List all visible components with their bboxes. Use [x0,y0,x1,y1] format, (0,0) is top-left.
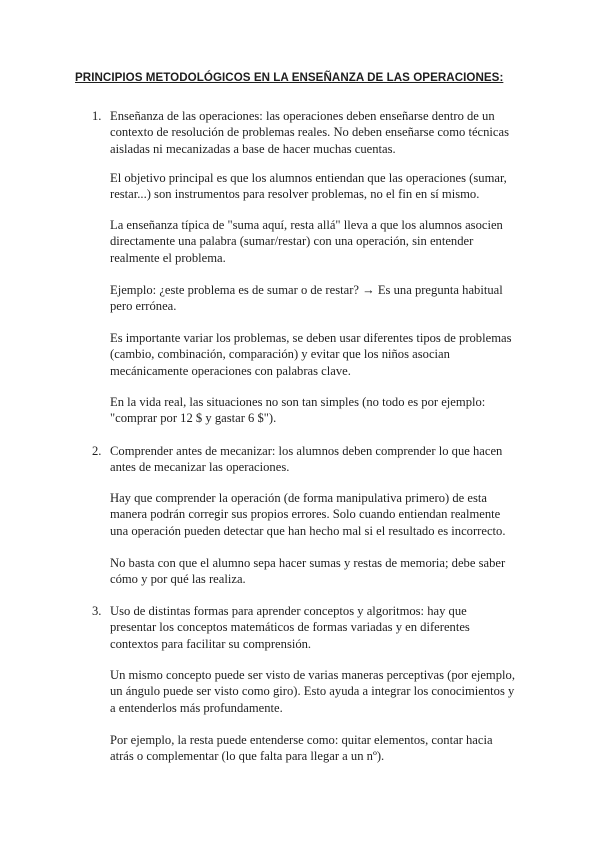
text-line: La enseñanza típica de "suma aquí, resta allá" lleva a que los alumnos asocien [110,218,503,232]
text-line: Ejemplo: ¿este problema es de sumar o de restar? → Es una pregunta habitual [110,283,503,297]
text-line: contextos para facilitar su comprensión. [110,636,312,651]
text-line: Por ejemplo, la resta puede entenderse como: quitar elementos, contar hacia [110,733,493,747]
item-2-paragraph-2 [110,490,530,539]
text-line: Comprender antes de mecanizar: los alumnos deben comprender lo que hacen [110,444,503,458]
item-3-paragraph-3 [110,732,530,765]
text-line: pero errónea. [110,299,177,314]
item-3-paragraph-1 [110,603,530,652]
text-line: (cambio, combinación, comparación) y evitar que los niños asocian [110,347,450,362]
text-line: realmente el problema. [110,250,226,265]
list-number-2: 2. [92,444,102,458]
item-2-paragraph-3 [110,555,530,588]
text-line: presentar los conceptos matemáticos de formas variadas y en diferentes [110,620,470,635]
text-line: Un mismo concepto puede ser visto de varias maneras perceptivas (por ejemplo, [110,668,515,682]
text-line: una operación pueden detectar que han hecho mal si el resultado es incorrecto. [110,523,506,538]
text-line: Hay que comprender la operación (de forma manipulativa primero) de esta [110,491,487,505]
item-1-paragraph-3 [110,217,530,266]
text-line: Enseñanza de las operaciones: las operaciones deben enseñarse dentro de un [110,109,495,123]
text-line: mecánicamente operaciones con palabras clave. [110,363,351,378]
text-line: manera podrán corregir sus propios errores. Solo cuando entiendan realmente [110,507,501,522]
item-1-paragraph-2 [110,170,530,203]
text-line: antes de mecanizar las operaciones. [110,460,290,475]
text-line: un ángulo puede ser visto como giro). Esto ayuda a integrar los conocimientos y [110,684,515,699]
text-line: restar...) son instrumentos para resolver problemas, no el fin en sí mismo. [110,187,480,202]
text-line: directamente una palabra (sumar/restar) con una operación, sin entender [110,234,474,249]
text-line: Es importante variar los problemas, se deben usar diferentes tipos de problemas [110,331,512,345]
text-line: atrás o complementar (lo que falta para llegar a un nº). [110,749,385,764]
text-line: contexto de resolución de problemas reales. No deben enseñarse como técnicas [110,125,509,140]
text-line: Uso de distintas formas para aprender conceptos y algoritmos: hay que [110,604,467,618]
text-line: cómo y por qué las realiza. [110,572,246,587]
item-1-paragraph-4 [110,282,530,315]
list-number-1: 1. [92,109,102,123]
text-line: No basta con que el alumno sepa hacer sumas y restas de memoria; debe saber [110,556,506,570]
text-line: aisladas ni mecanizadas a base de hacer muchas cuentas. [110,141,396,156]
text-line: a entenderlos más profundamente. [110,700,283,715]
item-1-paragraph-6 [110,394,530,427]
list-number-3: 3. [92,604,102,618]
text-line: El objetivo principal es que los alumnos entiendan que las operaciones (sumar, [110,171,507,185]
text-line: "comprar por 12 $ y gastar 6 $"). [110,411,277,426]
text-line: En la vida real, las situaciones no son tan simples (no todo es por ejemplo: [110,395,486,409]
document-title: PRINCIPIOS METODOLÓGICOS EN LA ENSEÑANZA DE LAS OPERACIONES: [75,71,504,84]
item-2-paragraph-1 [110,443,530,476]
item-3-paragraph-2 [110,667,530,716]
item-1-paragraph-1 [110,108,530,157]
item-1-paragraph-5 [110,330,530,379]
